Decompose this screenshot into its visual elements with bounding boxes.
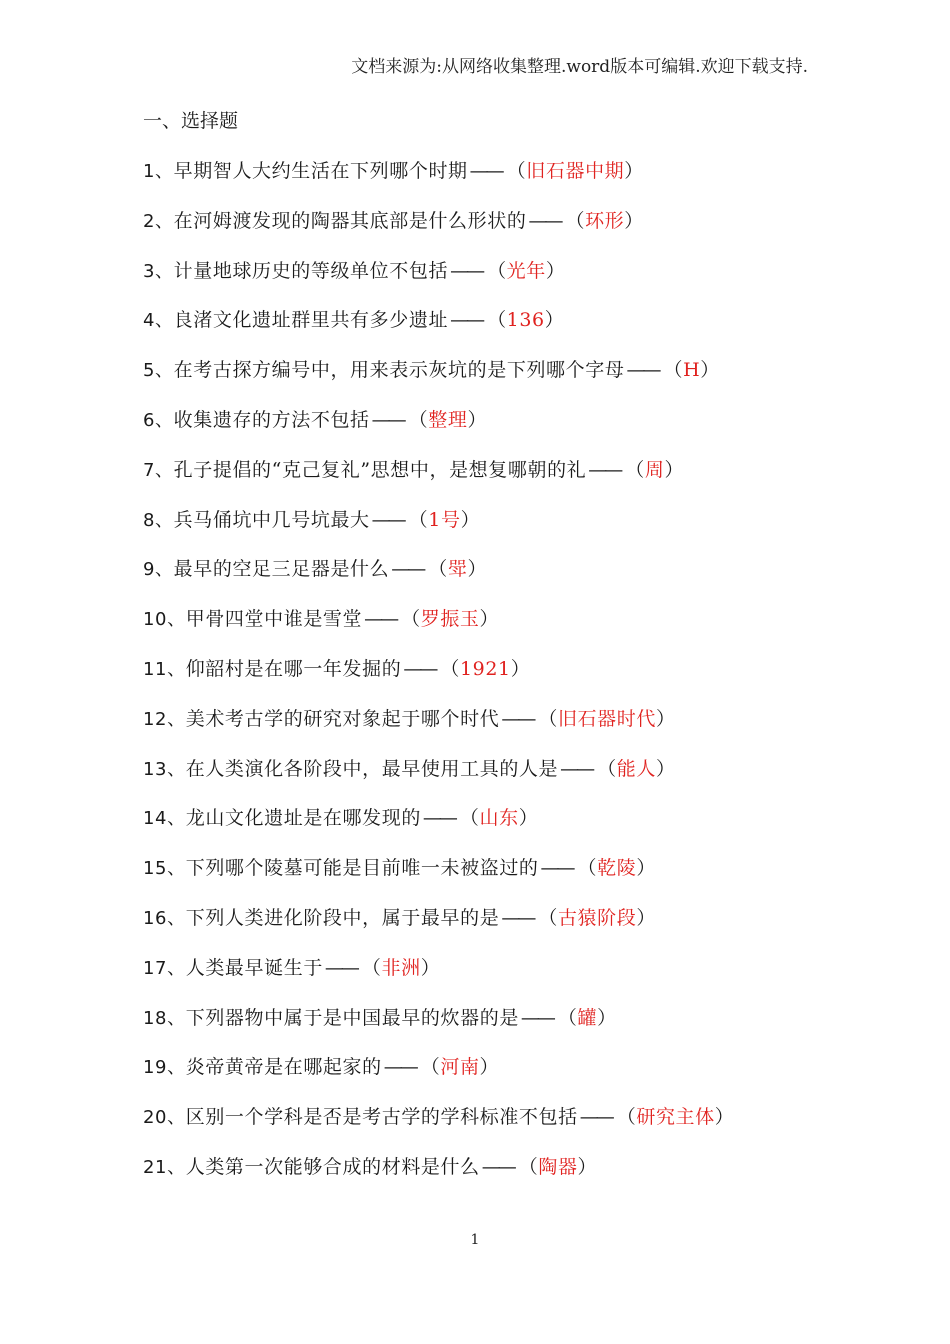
answer: 斝 <box>447 558 468 581</box>
question-number: 5、 <box>143 360 174 382</box>
question-item <box>143 1153 734 1203</box>
question-item <box>143 904 734 954</box>
close-paren: ） <box>518 807 539 830</box>
close-paren: ） <box>636 906 656 929</box>
answer: 陶器 <box>538 1155 578 1178</box>
question-item <box>143 655 734 705</box>
close-paren: ） <box>636 857 656 880</box>
question-text: 在河姆渡发现的陶器其底部是什么形状的 <box>173 209 527 232</box>
answer-dash: —— <box>626 359 659 382</box>
open-paren: （ <box>361 956 382 979</box>
close-paren: ） <box>714 1106 735 1129</box>
question-item <box>143 854 734 904</box>
answer-dash: —— <box>371 408 404 431</box>
open-paren: （ <box>428 558 448 581</box>
answer: 环形 <box>585 209 625 232</box>
answer: 旧石器中期 <box>526 160 625 182</box>
answer-dash: —— <box>450 259 483 282</box>
question-number: 3、 <box>143 260 174 282</box>
question-text: 甲骨四堂中谁是雪堂 <box>185 608 363 631</box>
question-number: 10、 <box>143 609 186 631</box>
close-paren: ） <box>664 458 685 481</box>
question-item <box>143 1053 734 1103</box>
open-paren: （ <box>420 1056 441 1079</box>
open-paren: （ <box>616 1106 637 1129</box>
answer-dash: —— <box>540 857 573 880</box>
answer-dash: —— <box>501 707 534 730</box>
open-paren: （ <box>408 508 429 531</box>
question-list <box>143 157 734 1203</box>
question-item <box>143 954 734 1004</box>
open-paren: （ <box>625 458 645 481</box>
answer-dash: —— <box>371 508 404 531</box>
question-number: 19、 <box>143 1057 186 1079</box>
question-text: 下列器物中属于是中国最早的炊器的是 <box>185 1006 519 1029</box>
question-number: 17、 <box>143 957 186 979</box>
open-paren: （ <box>538 707 558 730</box>
question-text: 早期智人大约生活在下列哪个时期 <box>173 160 468 182</box>
question-number: 6、 <box>143 409 174 431</box>
question-item <box>143 1004 734 1054</box>
open-paren: （ <box>459 807 480 830</box>
question-item <box>143 804 734 854</box>
question-number: 4、 <box>143 310 174 332</box>
answer: 河南 <box>440 1056 480 1079</box>
close-paren: ） <box>460 508 481 531</box>
answer: 山东 <box>479 807 519 830</box>
question-number: 9、 <box>143 559 174 581</box>
question-item <box>143 306 734 356</box>
close-paren: ） <box>544 309 565 332</box>
question-number: 16、 <box>143 907 186 929</box>
close-paren: ） <box>597 1006 617 1029</box>
open-paren: （ <box>401 608 421 631</box>
answer: 罐 <box>577 1006 598 1029</box>
section-title: 一、选择题 <box>143 110 239 132</box>
question-item <box>143 755 734 805</box>
answer-dash: —— <box>324 956 357 979</box>
close-paren: ） <box>655 757 676 780</box>
question-text: 最早的空足三足器是什么 <box>173 558 390 581</box>
answer-dash: —— <box>391 558 424 581</box>
open-paren: （ <box>577 857 598 880</box>
question-item <box>143 705 734 755</box>
open-paren: （ <box>440 657 460 680</box>
question-item <box>143 406 734 456</box>
open-paren: （ <box>487 309 507 332</box>
answer: 古猿阶段 <box>557 906 637 929</box>
answer-dash: —— <box>469 160 502 182</box>
question-text: 人类最早诞生于 <box>185 956 323 979</box>
header-note: 文档来源为:从网络收集整理.word版本可编辑.欢迎下载支持. <box>351 57 808 77</box>
page-number: 1 <box>470 1232 480 1248</box>
answer-dash: —— <box>520 1006 553 1029</box>
answer: H <box>683 359 701 382</box>
question-number: 2、 <box>143 210 174 232</box>
answer: 136 <box>506 309 545 332</box>
question-number: 21、 <box>143 1156 186 1178</box>
answer: 光年 <box>506 259 546 282</box>
answer-dash: —— <box>450 309 483 332</box>
answer-dash: —— <box>501 906 534 929</box>
answer: 乾陵 <box>597 857 637 880</box>
answer-dash: —— <box>422 807 455 830</box>
close-paren: ） <box>479 1056 500 1079</box>
question-text: 计量地球历史的等级单位不包括 <box>173 259 449 282</box>
question-text: 区别一个学科是否是考古学的学科标准不包括 <box>185 1106 578 1129</box>
question-item <box>143 157 734 207</box>
question-number: 12、 <box>143 708 186 730</box>
answer-dash: —— <box>528 209 561 232</box>
question-text: 下列人类进化阶段中，属于最早的是 <box>185 906 500 929</box>
question-number: 8、 <box>143 509 174 531</box>
close-paren: ） <box>655 707 676 730</box>
answer-dash: —— <box>403 657 436 680</box>
open-paren: （ <box>663 359 684 382</box>
answer-dash: —— <box>383 1056 416 1079</box>
question-text: 人类第一次能够合成的材料是什么 <box>185 1155 480 1178</box>
question-number: 15、 <box>143 858 186 880</box>
question-text: 兵马俑坑中几号坑最大 <box>173 508 370 531</box>
close-paren: ） <box>467 558 488 581</box>
question-text: 良渚文化遗址群里共有多少遗址 <box>173 309 449 332</box>
answer-dash: —— <box>560 757 593 780</box>
question-text: 美术考古学的研究对象起于哪个时代 <box>185 707 500 730</box>
question-text: 在考古探方编号中，用来表示灰坑的是下列哪个字母 <box>173 359 625 382</box>
answer-dash: —— <box>579 1106 612 1129</box>
open-paren: （ <box>408 408 429 431</box>
question-text: 孔子提倡的“克己复礼”思想中，是想复哪朝的礼 <box>173 458 587 481</box>
close-paren: ） <box>479 608 500 631</box>
question-number: 11、 <box>143 658 186 680</box>
answer: 旧石器时代 <box>557 707 656 730</box>
question-item <box>143 456 734 506</box>
question-number: 18、 <box>143 1007 186 1029</box>
question-item <box>143 506 734 556</box>
answer-dash: —— <box>364 608 397 631</box>
answer: 1号 <box>428 508 461 531</box>
close-paren: ） <box>624 209 644 232</box>
open-paren: （ <box>518 1155 539 1178</box>
answer: 罗振玉 <box>420 608 480 631</box>
open-paren: （ <box>487 259 507 282</box>
question-text: 在人类演化各阶段中，最早使用工具的人是 <box>185 757 559 780</box>
open-paren: （ <box>597 757 617 780</box>
answer: 周 <box>644 458 665 481</box>
answer: 研究主体 <box>636 1106 715 1129</box>
answer: 非洲 <box>381 956 421 979</box>
question-text: 龙山文化遗址是在哪发现的 <box>185 807 421 830</box>
open-paren: （ <box>557 1006 578 1029</box>
answer: 1921 <box>459 657 511 680</box>
question-item <box>143 207 734 257</box>
open-paren: （ <box>506 160 527 182</box>
question-item <box>143 356 734 406</box>
close-paren: ） <box>420 956 441 979</box>
answer: 能人 <box>616 757 656 780</box>
answer-dash: —— <box>481 1155 514 1178</box>
open-paren: （ <box>538 906 558 929</box>
question-text: 收集遗存的方法不包括 <box>173 408 370 431</box>
close-paren: ） <box>545 259 566 282</box>
close-paren: ） <box>700 359 720 382</box>
question-number: 20、 <box>143 1107 186 1129</box>
question-number: 7、 <box>143 459 174 481</box>
close-paren: ） <box>624 160 644 182</box>
question-text: 炎帝黄帝是在哪起家的 <box>185 1056 382 1079</box>
question-number: 14、 <box>143 808 186 830</box>
close-paren: ） <box>577 1155 598 1178</box>
question-number: 13、 <box>143 758 186 780</box>
question-item <box>143 605 734 655</box>
close-paren: ） <box>467 408 488 431</box>
open-paren: （ <box>565 209 586 232</box>
question-item <box>143 1103 734 1153</box>
question-item <box>143 257 734 307</box>
answer: 整理 <box>428 408 468 431</box>
question-text: 下列哪个陵墓可能是目前唯一未被盗过的 <box>185 857 539 880</box>
question-item <box>143 555 734 605</box>
close-paren: ） <box>510 657 531 680</box>
answer-dash: —— <box>588 458 621 481</box>
question-number: 1、 <box>143 161 174 182</box>
question-text: 仰韶村是在哪一年发掘的 <box>185 657 402 680</box>
